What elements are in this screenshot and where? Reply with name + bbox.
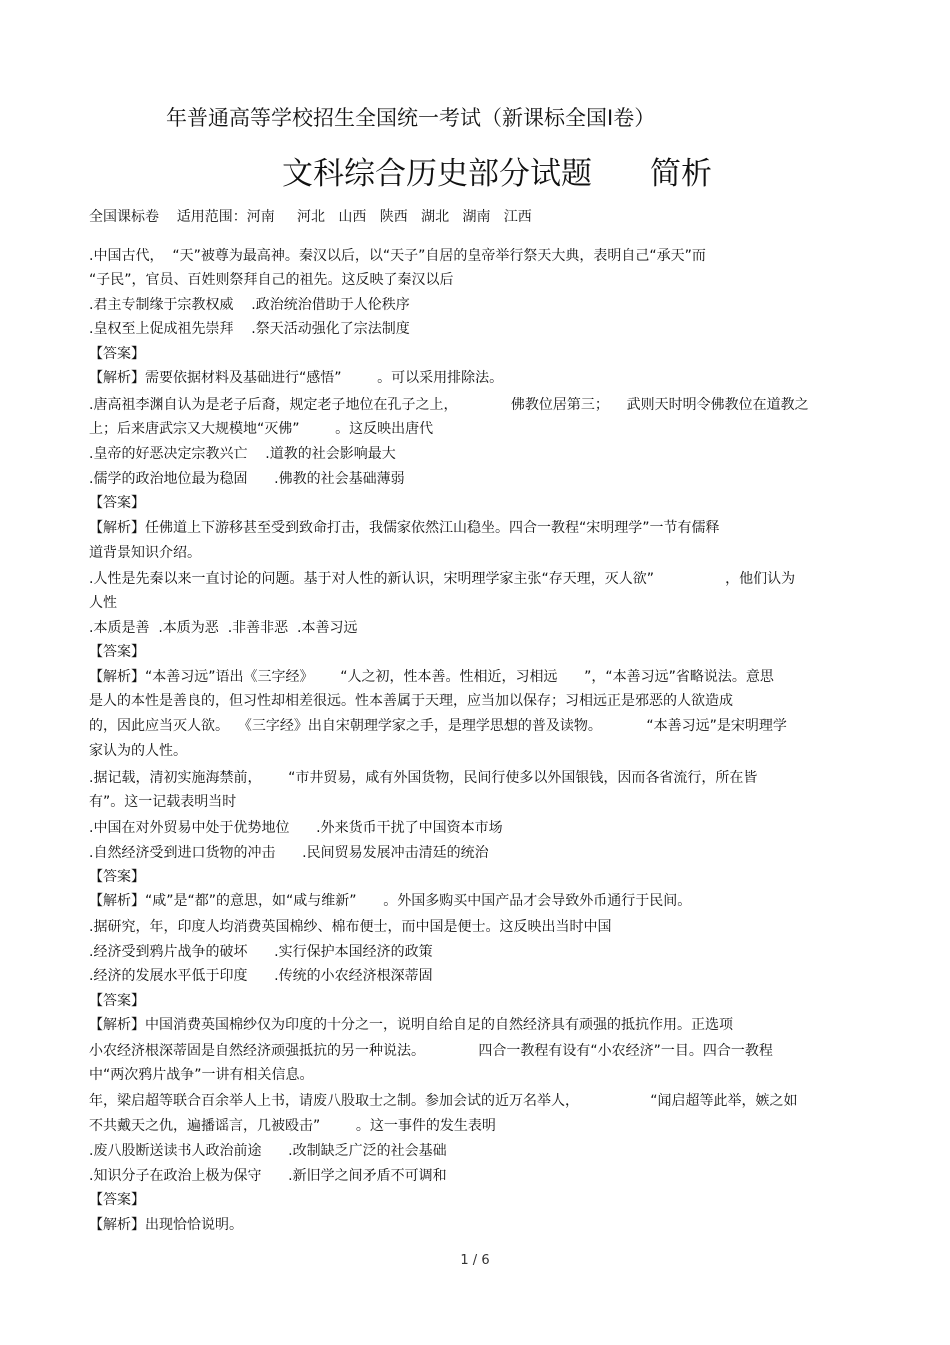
option-line: .经济的发展水平低于印度 .传统的小农经济根深蒂固 <box>89 968 433 984</box>
text-line: “子民”，官员、百姓则祭拜自己的祖先。这反映了秦汉以后 <box>89 272 454 288</box>
analysis-line: 【解析】“本善习远”语出《三字经》 “人之初，性本善。性相近，习相远 ”，“本善习远”省略说法。意思 <box>89 669 774 685</box>
document-title-main: 文科综合历史部分试题 <box>282 156 592 192</box>
analysis-line: 中“两次鸦片战争”一讲有相关信息。 <box>89 1067 314 1083</box>
option-line: .经济受到鸦片战争的破坏 .实行保护本国经济的政策 <box>89 944 433 960</box>
text-line: 上；后来唐武宗又大规模地“灭佛” 。这反映出唐代 <box>89 421 434 437</box>
answer-label: 【答案】 <box>89 993 145 1009</box>
text-line: .中国古代， “天”被尊为最高神。秦汉以后，以“天子”自居的皇帝举行祭天大典，表明自己“承天”而 <box>89 248 706 264</box>
analysis-line: 是人的本性是善良的，但习性却相差很远。性本善属于天理，应当加以保存；习相远正是邪恶的人欲造成 <box>89 693 733 709</box>
option-line: .本质是善 .本质为恶 .非善非恶 .本善习远 <box>89 620 358 636</box>
answer-label: 【答案】 <box>89 1192 145 1208</box>
analysis-line: 【解析】任佛道上下游移甚至受到致命打击，我儒家依然江山稳坐。四合一教程“宋明理学”一节有儒释 <box>89 520 720 536</box>
text-line: 有”。这一记载表明当时 <box>89 794 237 810</box>
text-line: 不共戴天之仇，遍播谣言，几被殴击” 。这一事件的发生表明 <box>89 1118 496 1134</box>
analysis-line: 道背景知识介绍。 <box>89 545 201 561</box>
analysis-line: 家认为的人性。 <box>89 743 187 759</box>
document-title <box>282 148 712 193</box>
option-line: .中国在对外贸易中处于优势地位 .外来货币干扰了中国资本市场 <box>89 820 503 836</box>
text-line: .唐高祖李渊自认为是老子后裔，规定老子地位在孔子之上， 佛教位居第三； 武则天时明令佛教位在道教之 <box>89 397 809 413</box>
option-line: .皇帝的好恶决定宗教兴亡 .道教的社会影响最大 <box>89 446 396 462</box>
document-title-suffix: 简析 <box>650 156 712 192</box>
text-line: 人性 <box>89 595 117 611</box>
analysis-line: 【解析】需要依据材料及基础进行“感悟” 。可以采用排除法。 <box>89 370 504 386</box>
text-line: .据记载，清初实施海禁前， “市井贸易，咸有外国货物，民间行使多以外国银钱，因而各省流行，所在皆 <box>89 770 758 786</box>
analysis-line: 小农经济根深蒂固是自然经济顽强抵抗的另一种说法。 四合一教程有设有“小农经济”一目。四合一教程 <box>89 1043 773 1059</box>
option-line: .废八股断送读书人政治前途 .改制缺乏广泛的社会基础 <box>89 1143 447 1159</box>
answer-label: 【答案】 <box>89 869 145 885</box>
option-line: .自然经济受到进口货物的冲击 .民间贸易发展冲击清廷的统治 <box>89 845 489 861</box>
text-line: 年，梁启超等联合百余举人上书，请废八股取士之制。参加会试的近万名举人， “闻启超等此举，嫉之如 <box>89 1093 798 1109</box>
answer-label: 【答案】 <box>89 644 145 660</box>
analysis-line: 【解析】“咸”是“都”的意思，如“咸与维新” 。外国多购买中国产品才会导致外币通行于民间。 <box>89 893 692 909</box>
option-line: .皇权至上促成祖先崇拜 .祭天活动强化了宗法制度 <box>89 321 410 337</box>
option-line: .君主专制缘于宗教权威 .政治统治借助于人伦秩序 <box>89 297 410 313</box>
answer-label: 【答案】 <box>89 495 145 511</box>
text-line: .人性是先秦以来一直讨论的问题。基于对人性的新认识，宋明理学家主张“存天理，灭人欲” ，他们认为 <box>89 571 796 587</box>
page-number: 1 / 6 <box>460 1253 490 1268</box>
answer-label: 【答案】 <box>89 346 145 362</box>
analysis-line: 【解析】出现恰恰说明。 <box>89 1217 243 1233</box>
option-line: .儒学的政治地位最为稳固 .佛教的社会基础薄弱 <box>89 471 405 487</box>
text-line: .据研究，年，印度人均消费英国棉纱、棉布便士，而中国是便士。这反映出当时中国 <box>89 919 612 935</box>
scope-line: 全国课标卷 适用范围：河南 河北 山西 陕西 湖北 湖南 江西 <box>89 209 532 225</box>
option-line: .知识分子在政治上极为保守 .新旧学之间矛盾不可调和 <box>89 1168 447 1184</box>
exam-title: 年普通高等学校招生全国统一考试（新课标全国Ⅰ卷） <box>166 106 656 130</box>
analysis-line: 的，因此应当灭人欲。 《三字经》出自宋朝理学家之手，是理学思想的普及读物。 “本善习远”是宋明理学 <box>89 718 787 734</box>
analysis-line: 【解析】中国消费英国棉纱仅为印度的十分之一，说明自给自足的自然经济具有顽强的抵抗作用。正选项 <box>89 1017 733 1033</box>
